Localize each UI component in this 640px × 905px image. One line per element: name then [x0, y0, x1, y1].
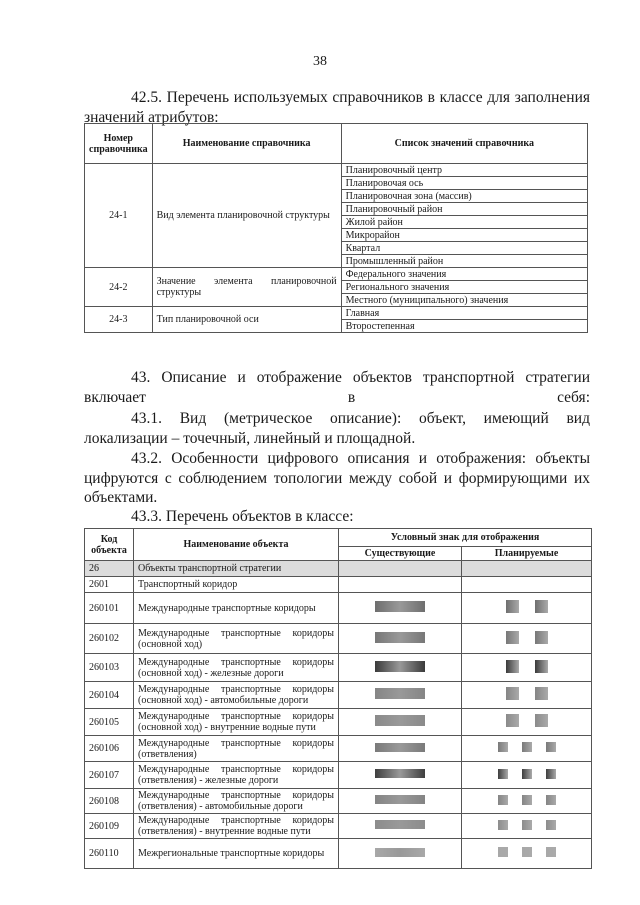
table-row — [85, 709, 592, 736]
existing-line-symbol — [375, 688, 425, 699]
object-code: 260103 — [85, 654, 134, 682]
planned-symbol-cell — [462, 654, 592, 682]
object-name: Международные транспортные коридоры (основной ход) - автомобильные дороги — [134, 682, 339, 709]
planned-dash-symbol — [546, 769, 556, 779]
reference-value: Второстепенная — [341, 320, 587, 333]
planned-dash-symbol — [546, 742, 556, 752]
object-code: 260109 — [85, 814, 134, 839]
reference-value: Планировочная зона (массив) — [341, 190, 587, 203]
object-code: 2601 — [85, 577, 134, 593]
table-row — [85, 577, 592, 593]
reference-value: Квартал — [341, 242, 587, 255]
existing-line-symbol — [375, 743, 425, 752]
existing-line-symbol — [375, 661, 425, 672]
planned-symbol-cell — [462, 814, 592, 839]
object-name: Международные транспортные коридоры (ответвления) — [134, 736, 339, 762]
planned-dash-symbol — [535, 631, 548, 644]
existing-symbol-cell — [339, 577, 462, 593]
header-object-name: Наименование объекта — [134, 529, 339, 561]
reference-value: Местного (муниципального) значения — [341, 294, 587, 307]
planned-symbol-cell — [462, 839, 592, 869]
existing-symbol-cell — [339, 736, 462, 762]
existing-symbol-cell — [339, 839, 462, 869]
table-row — [85, 268, 588, 281]
existing-line-symbol — [375, 601, 425, 612]
object-code: 260108 — [85, 789, 134, 814]
page-number: 38 — [313, 54, 327, 69]
section-42-5: 42.5. Перечень используемых справочников в классе для заполнения значений атрибутов: — [84, 89, 590, 126]
existing-line-symbol — [375, 632, 425, 643]
table-row — [85, 736, 592, 762]
reference-name: Тип планировочной оси — [152, 307, 341, 333]
planned-dash-symbol — [522, 769, 532, 779]
existing-symbol-cell — [339, 814, 462, 839]
planned-dash-symbol — [506, 687, 519, 700]
table-row — [85, 593, 592, 624]
table-row — [85, 839, 592, 869]
planned-dash-symbol — [522, 795, 532, 805]
object-name: Международные транспортные коридоры (ответвления) - железные дороги — [134, 762, 339, 789]
header-number: Номер справочника — [85, 124, 153, 164]
planned-symbol-cell — [462, 561, 592, 577]
reference-value: Федерального значения — [341, 268, 587, 281]
planned-dash-symbol — [498, 847, 508, 857]
planned-symbol-cell — [462, 789, 592, 814]
planned-dash-symbol — [535, 660, 548, 673]
reference-value: Планировочный район — [341, 203, 587, 216]
planned-dash-symbol — [506, 660, 519, 673]
reference-number: 24-2 — [85, 268, 153, 307]
object-name: Международные транспортные коридоры (основной ход) - железные дороги — [134, 654, 339, 682]
planned-dash-symbol — [498, 820, 508, 830]
planned-dash-symbol — [498, 795, 508, 805]
existing-symbol-cell — [339, 593, 462, 624]
reference-value: Главная — [341, 307, 587, 320]
object-name: Международные транспортные коридоры (ответвления) - внутренние водные пути — [134, 814, 339, 839]
planned-dash-symbol — [546, 795, 556, 805]
existing-symbol-cell — [339, 624, 462, 654]
header-existing: Существующие — [339, 547, 462, 561]
planned-symbol-cell — [462, 682, 592, 709]
planned-symbol-cell — [462, 762, 592, 789]
planned-dash-symbol — [522, 820, 532, 830]
section-43: 43. Описание и отображение объектов транспортной стратегии включает в себя: — [84, 369, 590, 406]
object-name: Международные транспортные коридоры — [134, 593, 339, 624]
existing-line-symbol — [375, 715, 425, 726]
reference-name: Вид элемента планировочной структуры — [152, 164, 341, 268]
section-43-2: 43.2. Особенности цифрового описания и отображения: объекты цифруются с соблюдением топологии между собой и формирующими их объектами. — [84, 450, 590, 506]
section-43-3: 43.3. Перечень объектов в классе: — [131, 508, 354, 525]
table-row — [85, 654, 592, 682]
group-row — [85, 561, 592, 577]
planned-dash-symbol — [535, 600, 548, 613]
planned-dash-symbol — [546, 820, 556, 830]
existing-symbol-cell — [339, 789, 462, 814]
planned-symbol-cell — [462, 736, 592, 762]
reference-value: Планировочный центр — [341, 164, 587, 177]
reference-value: Регионального значения — [341, 281, 587, 294]
planned-dash-symbol — [546, 847, 556, 857]
planned-dash-symbol — [498, 742, 508, 752]
reference-number: 24-3 — [85, 307, 153, 333]
planned-dash-symbol — [522, 742, 532, 752]
object-code: 26 — [85, 561, 134, 577]
existing-symbol-cell — [339, 762, 462, 789]
existing-symbol-cell — [339, 561, 462, 577]
planned-dash-symbol — [522, 847, 532, 857]
planned-symbol-cell — [462, 624, 592, 654]
section-43-1: 43.1. Вид (метрическое описание): объект, имеющий вид локализации – точечный, линейный и площадной. — [84, 410, 590, 447]
object-name: Международные транспортные коридоры (основной ход) - внутренние водные пути — [134, 709, 339, 736]
planned-dash-symbol — [506, 714, 519, 727]
header-values: Список значений справочника — [341, 124, 587, 164]
object-code: 260105 — [85, 709, 134, 736]
table-row — [85, 814, 592, 839]
planned-dash-symbol — [506, 631, 519, 644]
table-row — [85, 164, 588, 177]
planned-dash-symbol — [535, 714, 548, 727]
table-row — [85, 307, 588, 320]
existing-symbol-cell — [339, 654, 462, 682]
object-code: 260102 — [85, 624, 134, 654]
reference-value: Промышленный район — [341, 255, 587, 268]
object-code: 260110 — [85, 839, 134, 869]
object-name: Международные транспортные коридоры (ответвления) - автомобильные дороги — [134, 789, 339, 814]
object-code: 260104 — [85, 682, 134, 709]
object-code: 260107 — [85, 762, 134, 789]
reference-value: Микрорайон — [341, 229, 587, 242]
reference-value: Планировочая ось — [341, 177, 587, 190]
reference-name: Значение элемента планировочной структуры — [152, 268, 341, 307]
reference-value: Жилой район — [341, 216, 587, 229]
table-row — [85, 762, 592, 789]
planned-dash-symbol — [506, 600, 519, 613]
header-symbol: Условный знак для отображения — [339, 529, 592, 547]
existing-line-symbol — [375, 848, 425, 857]
object-code: 260106 — [85, 736, 134, 762]
header-code: Код объекта — [85, 529, 134, 561]
object-name: Объекты транспортной стратегии — [134, 561, 339, 577]
reference-number: 24-1 — [85, 164, 153, 268]
table-row — [85, 789, 592, 814]
object-name: Транспортный коридор — [134, 577, 339, 593]
table-row — [85, 624, 592, 654]
table-row — [85, 682, 592, 709]
planned-dash-symbol — [498, 769, 508, 779]
object-name: Межрегиональные транспортные коридоры — [134, 839, 339, 869]
header-name: Наименование справочника — [152, 124, 341, 164]
reference-table — [84, 123, 588, 333]
object-code: 260101 — [85, 593, 134, 624]
planned-symbol-cell — [462, 709, 592, 736]
header-planned: Планируемые — [462, 547, 592, 561]
existing-line-symbol — [375, 820, 425, 829]
existing-symbol-cell — [339, 682, 462, 709]
existing-line-symbol — [375, 795, 425, 804]
existing-symbol-cell — [339, 709, 462, 736]
planned-symbol-cell — [462, 593, 592, 624]
planned-symbol-cell — [462, 577, 592, 593]
planned-dash-symbol — [535, 687, 548, 700]
existing-line-symbol — [375, 769, 425, 778]
object-name: Международные транспортные коридоры (основной ход) — [134, 624, 339, 654]
objects-table — [84, 528, 592, 869]
